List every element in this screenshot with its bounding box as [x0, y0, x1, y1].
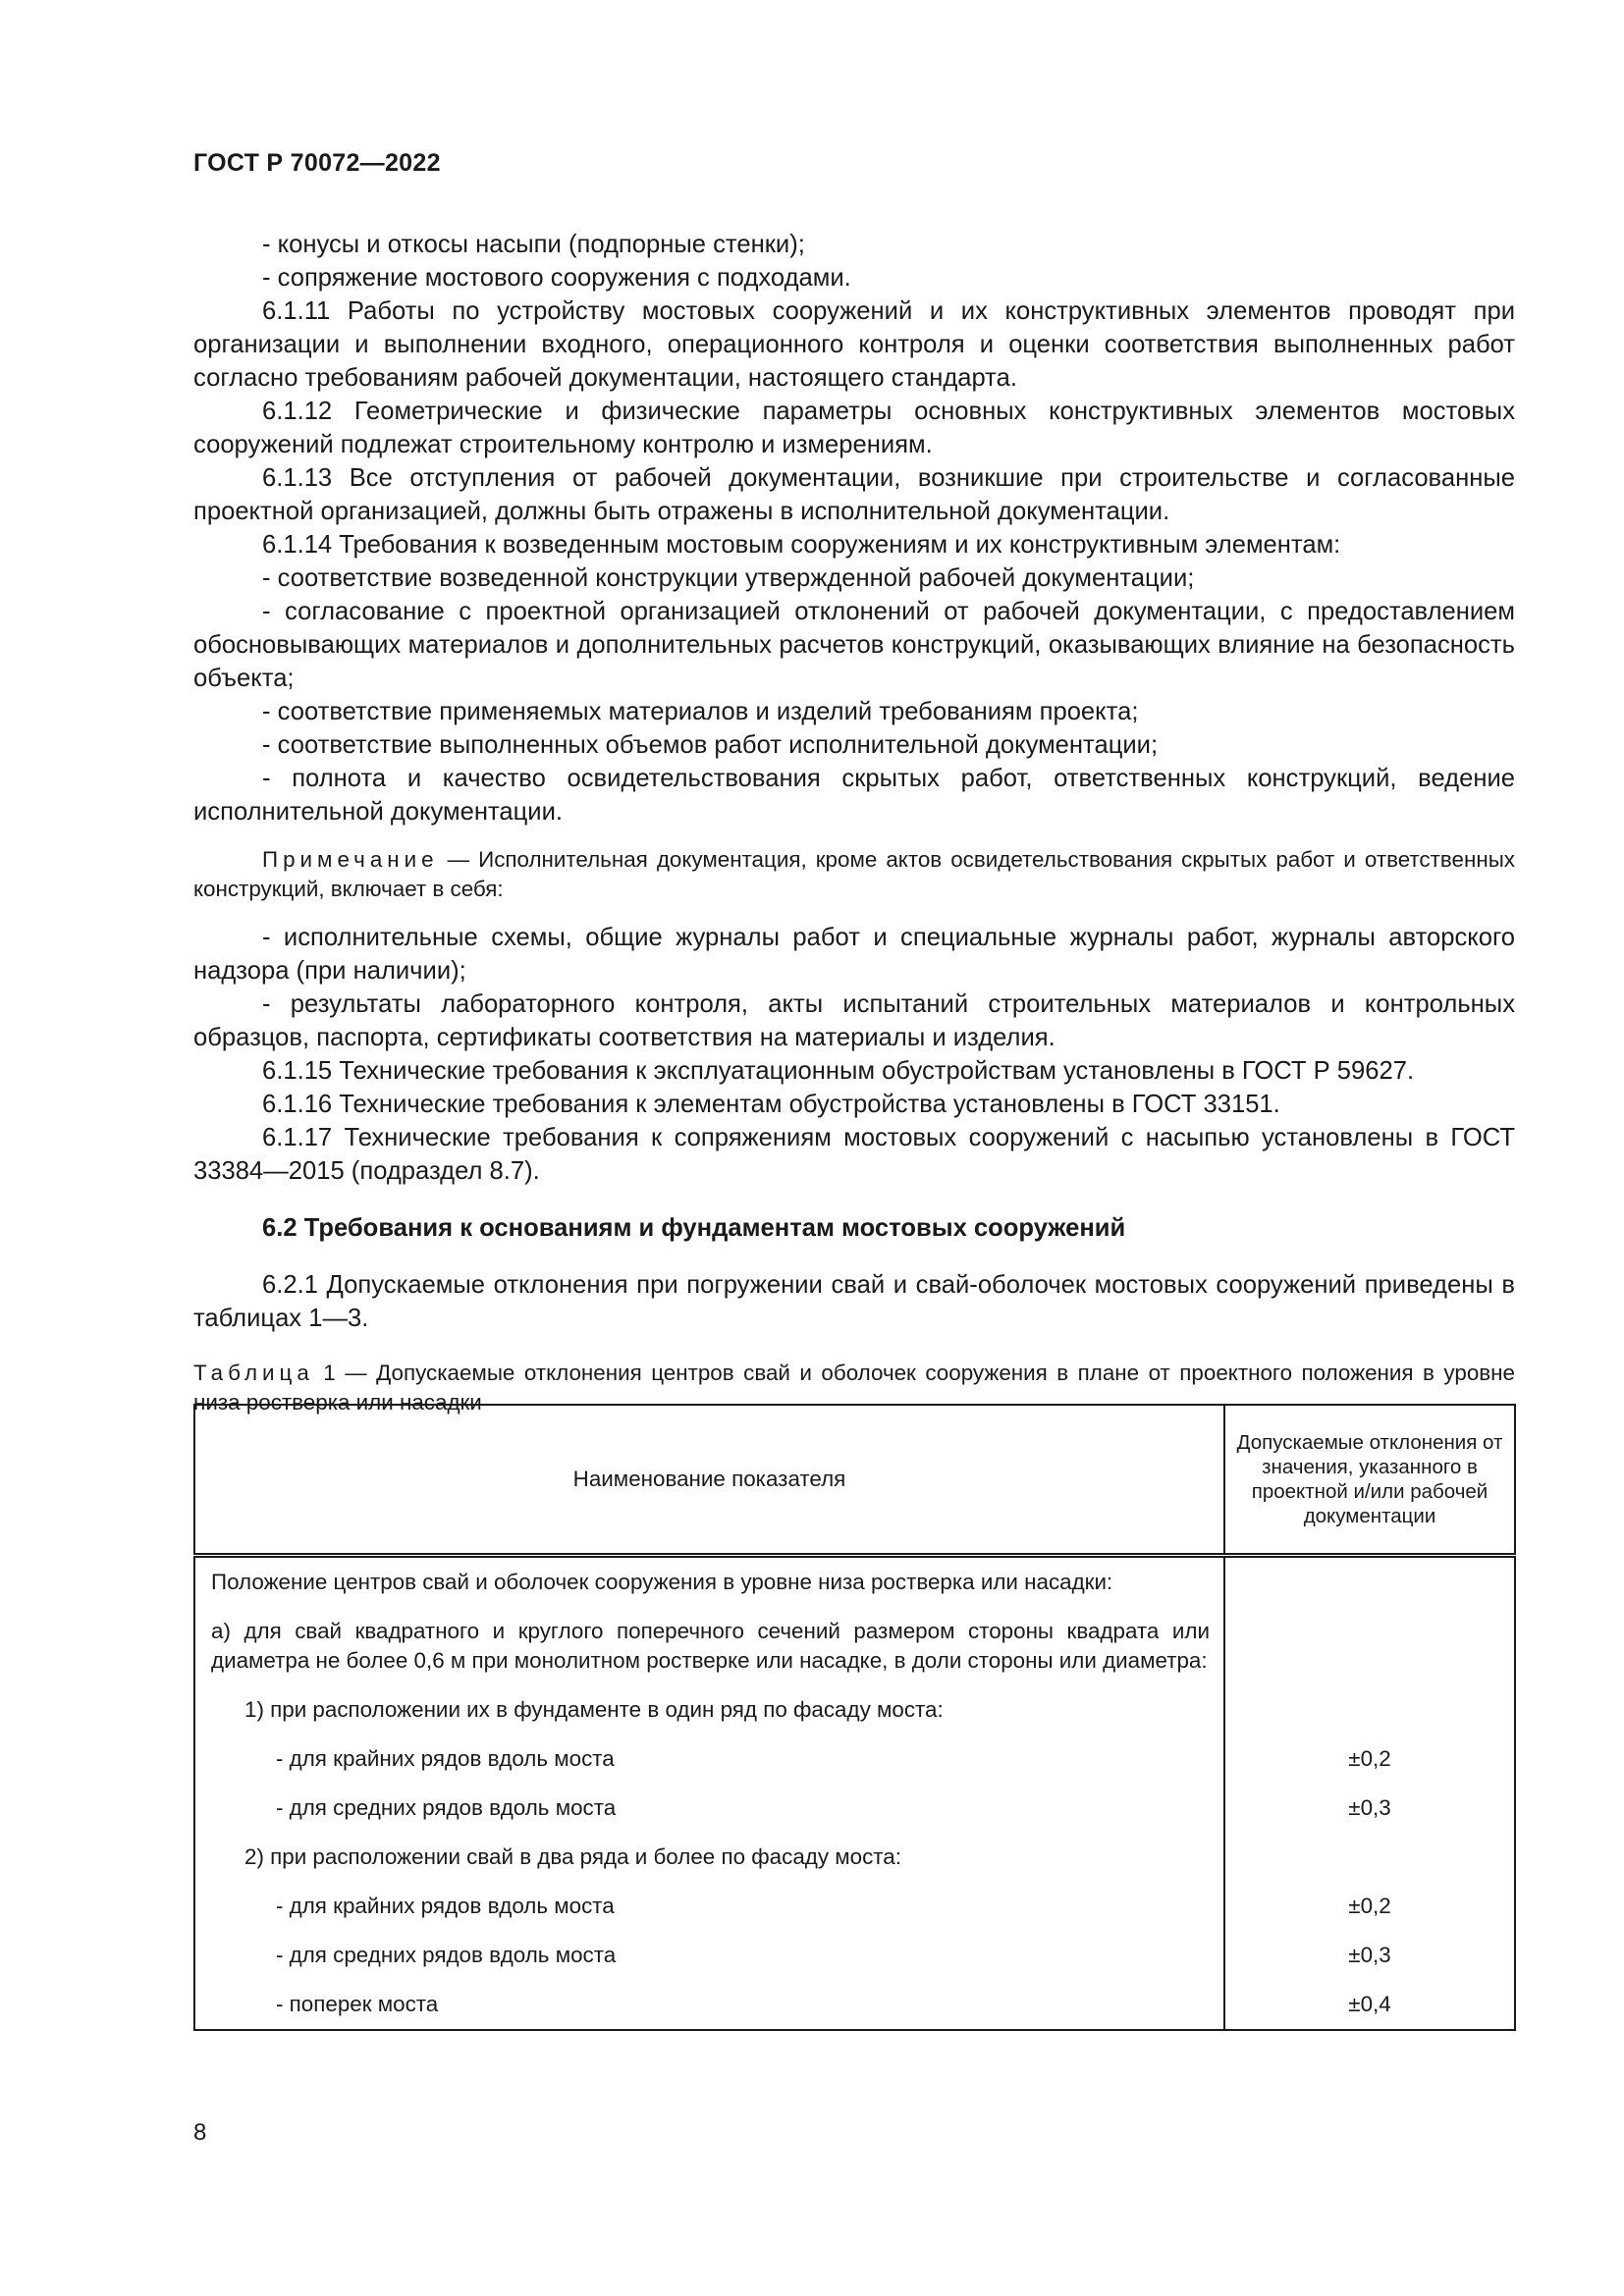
table-row: [194, 1833, 1515, 1882]
list-item: - соответствие выполненных объемов работ исполнительной документации;: [262, 731, 1159, 759]
paragraph-6-2-1: 6.2.1 Допускаемые отклонения при погружении свай и свай-оболочек мостовых сооружений приведены в таблицах 1—3.: [193, 1271, 1515, 1332]
row-name: 2) при расположении свай в два ряда и более по фасаду моста:: [194, 1833, 1224, 1882]
document-standard-code: ГОСТ Р 70072—2022: [193, 149, 441, 177]
column-header-deviation: Допускаемые отклонения от значения, указанного в проектной и/или рабочей документации: [1224, 1405, 1515, 1556]
deviation-table: [193, 1404, 1516, 2031]
paragraph-6-1-14: 6.1.14 Требования к возведенным мостовым сооружениям и их конструктивным элементам:: [262, 531, 1341, 559]
list-item: - сопряжение мостового сооружения с подходами.: [262, 264, 851, 292]
list-item: - исполнительные схемы, общие журналы работ и специальные журналы работ, журналы авторского надзора (при наличии);: [193, 924, 1515, 985]
paragraph-6-1-13: 6.1.13 Все отступления от рабочей документации, возникшие при строительстве и согласованные проектной организацией, должны быть отражены в исполнительной документации.: [193, 464, 1515, 525]
row-value: [1224, 1556, 1515, 1608]
note-paragraph: [193, 845, 1515, 904]
table-caption-text: 1 — Допускаемые отклонения центров свай и оболочек сооружения в плане от проектного положения в уровне низа ростверка или насадки: [193, 1361, 1515, 1415]
list-item: - полнота и качество освидетельствования скрытых работ, ответственных конструкций, ведение исполнительной документации.: [193, 765, 1515, 826]
table-caption-label: Таблица: [193, 1361, 314, 1385]
row-name: - для крайних рядов вдоль моста: [194, 1882, 1224, 1931]
note-label: Примечание: [262, 847, 439, 872]
row-value: ±0,4: [1224, 1980, 1515, 2030]
section-heading: 6.2 Требования к основаниям и фундаментам мостовых сооружений: [262, 1214, 1126, 1242]
list-item: - соответствие возведенной конструкции утвержденной рабочей документации;: [262, 564, 1195, 592]
column-header-indicator: Наименование показателя: [194, 1405, 1224, 1556]
table-row: [194, 1882, 1515, 1931]
note-text: — Исполнительная документация, кроме актов освидетельствования скрытых работ и ответственных конструкций, включает в себя:: [193, 847, 1515, 901]
row-value: [1224, 1833, 1515, 1882]
paragraph-6-1-11: 6.1.11 Работы по устройству мостовых сооружений и их конструктивных элементов проводят при организации и выполнении входного, операционного контроля и оценки соответствия выполненных работ согласно требованиям рабочей документации, настоящего стандарта.: [193, 297, 1515, 392]
row-name: - поперек моста: [194, 1980, 1224, 2030]
list-item: - результаты лабораторного контроля, акты испытаний строительных материалов и контрольных образцов, паспорта, сертификаты соответствия на материалы и изделия.: [193, 990, 1515, 1051]
page-number: 8: [193, 2119, 207, 2146]
row-value: ±0,2: [1224, 1882, 1515, 1931]
row-name: - для средних рядов вдоль моста: [194, 1931, 1224, 1980]
paragraph-6-1-12: 6.1.12 Геометрические и физические параметры основных конструктивных элементов мостовых сооружений подлежат строительному контролю и измерениям.: [193, 398, 1515, 458]
paragraph-6-1-17: 6.1.17 Технические требования к сопряжениям мостовых сооружений с насыпью установлены в ГОСТ 33384—2015 (подраздел 8.7).: [193, 1124, 1515, 1185]
paragraph-6-1-16: 6.1.16 Технические требования к элементам обустройства установлены в ГОСТ 33151.: [262, 1091, 1280, 1118]
row-value: ±0,3: [1224, 1931, 1515, 1980]
row-name: 1) при расположении их в фундаменте в один ряд по фасаду моста:: [194, 1685, 1224, 1735]
row-value: [1224, 1685, 1515, 1735]
table-row: [194, 1556, 1515, 1608]
document-body: [193, 228, 1515, 1417]
table-header-row: [194, 1405, 1515, 1556]
row-value: ±0,2: [1224, 1735, 1515, 1784]
table-row: [194, 1980, 1515, 2030]
row-value: ±0,3: [1224, 1784, 1515, 1833]
table-row: [194, 1784, 1515, 1833]
list-item: - конусы и откосы насыпи (подпорные стенки);: [262, 231, 805, 258]
list-item: - согласование с проектной организацией отклонений от рабочей документации, с предоставлением обосновывающих материалов и дополнительных расчетов конструкций, оказывающих влияние на безопасность объекта;: [193, 598, 1515, 692]
list-item: - соответствие применяемых материалов и изделий требованиям проекта;: [262, 698, 1139, 725]
row-name: - для крайних рядов вдоль моста: [194, 1735, 1224, 1784]
table-row: [194, 1735, 1515, 1784]
paragraph-6-1-15: 6.1.15 Технические требования к эксплуатационным обустройствам установлены в ГОСТ Р 59627.: [262, 1057, 1415, 1085]
row-name: а) для свай квадратного и круглого поперечного сечений размером стороны квадрата или диаметра не более 0,6 м при монолитном ростверке или насадке, в доли стороны или диаметра:: [194, 1607, 1224, 1685]
row-name: - для средних рядов вдоль моста: [194, 1784, 1224, 1833]
row-name: Положение центров свай и оболочек сооружения в уровне низа ростверка или насадки:: [194, 1556, 1224, 1608]
row-value: [1224, 1607, 1515, 1685]
table-row: [194, 1685, 1515, 1735]
table-row: [194, 1931, 1515, 1980]
table-row: [194, 1607, 1515, 1685]
